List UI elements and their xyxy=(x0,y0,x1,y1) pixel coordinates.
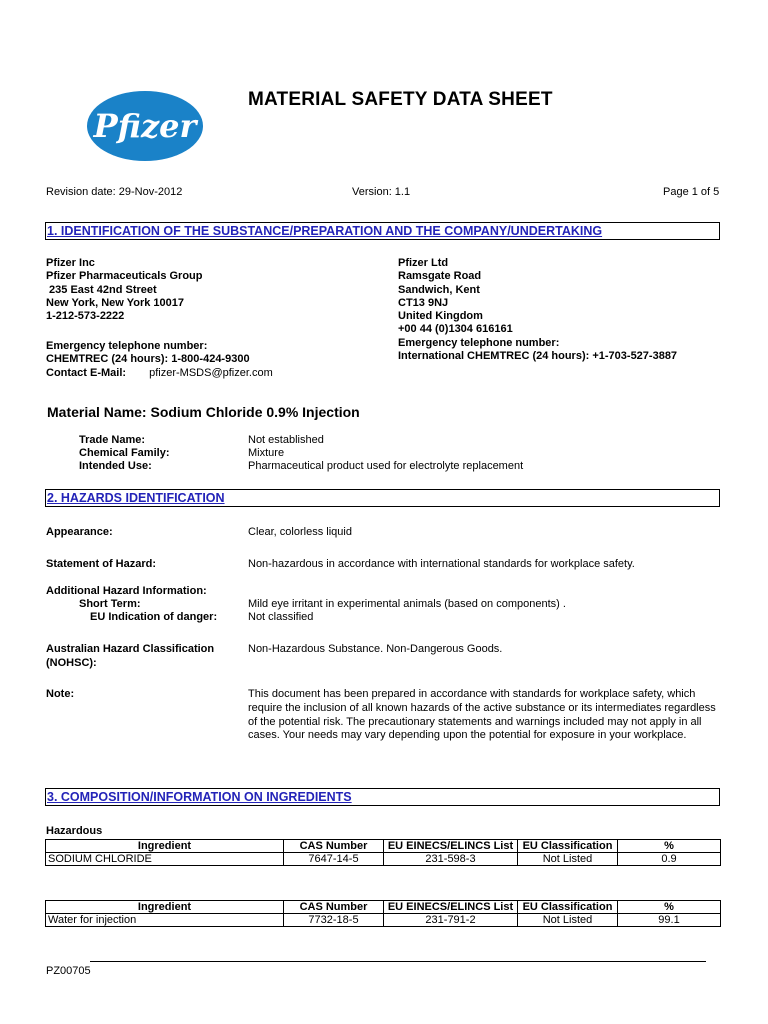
section-2-title: 2. HAZARDS IDENTIFICATION xyxy=(47,491,225,505)
column-header: EU Classification xyxy=(518,840,618,853)
table-cell: Not Listed xyxy=(518,853,618,866)
emergency-label: Emergency telephone number: xyxy=(46,340,208,352)
contact-email-label: Contact E-Mail: xyxy=(46,366,127,379)
column-header: EU EINECS/ELINCS List xyxy=(384,840,518,853)
column-header: CAS Number xyxy=(284,840,384,853)
address-line: Sandwich, Kent xyxy=(398,283,480,296)
table-cell: 7647-14-5 xyxy=(284,853,384,866)
intended-use-value: Pharmaceutical product used for electrolyte replacement xyxy=(248,460,524,472)
contact-email-row xyxy=(46,367,273,380)
address-line: Pfizer Ltd xyxy=(398,257,449,269)
contact-email[interactable]: pfizer-MSDS@pfizer.com xyxy=(149,366,273,379)
table-header-row xyxy=(46,840,721,853)
table-cell: 99.1 xyxy=(618,914,721,927)
intended-use-label: Intended Use: xyxy=(79,460,152,472)
trade-name-value: Not established xyxy=(248,434,324,446)
short-term-value: Mild eye irritant in experimental animals (based on components) . xyxy=(248,598,566,610)
table-cell: 231-598-3 xyxy=(384,853,518,866)
svg-text:Pfizer: Pfizer xyxy=(93,107,197,145)
column-header: EU EINECS/ELINCS List xyxy=(384,901,518,914)
address-line: Ramsgate Road xyxy=(398,270,482,283)
column-header: Ingredient xyxy=(46,901,284,914)
table-row xyxy=(46,914,721,927)
eu-indication-value: Not classified xyxy=(248,611,314,623)
table-cell: Not Listed xyxy=(518,914,618,927)
emergency-contact-us xyxy=(46,340,273,380)
trade-name-label: Trade Name: xyxy=(79,434,146,446)
address-line: United Kingdom xyxy=(398,310,483,323)
revision-date: Revision date: 29-Nov-2012 xyxy=(46,186,183,198)
table-row xyxy=(46,853,721,866)
statement-of-hazard-value: Non-hazardous in accordance with international standards for workplace safety. xyxy=(248,558,635,570)
other-ingredients-table xyxy=(45,900,721,927)
address-line: 235 East 42nd Street xyxy=(46,283,157,296)
column-header: EU Classification xyxy=(518,901,618,914)
note-text: This document has been prepared in accordance with standards for workplace safety, which require the inclusion of all known hazards of the active substance or its intermediates regardless of the potential risk. The precautionary statements and warnings included may not apply in all cases. Your needs may vary depending upon the potential for exposure in your workplace. xyxy=(248,688,716,742)
company-address-us xyxy=(46,257,203,323)
address-line: Pfizer Pharmaceuticals Group xyxy=(46,270,203,283)
address-line: Pfizer Inc xyxy=(46,257,95,269)
address-line: +00 44 (0)1304 616161 xyxy=(398,323,513,336)
company-address-uk xyxy=(398,257,677,363)
table-header-row xyxy=(46,901,721,914)
page-number: Page 1 of 5 xyxy=(663,186,720,198)
address-line: CT13 9NJ xyxy=(398,296,449,309)
hazardous-ingredients-table xyxy=(45,839,721,866)
column-header: % xyxy=(618,840,721,853)
australian-classification-label-2: (NOHSC): xyxy=(46,657,97,669)
appearance-value: Clear, colorless liquid xyxy=(248,526,352,538)
australian-classification-value: Non-Hazardous Substance. Non-Dangerous Goods. xyxy=(248,643,503,655)
additional-hazard-label: Additional Hazard Information: xyxy=(46,585,207,597)
emergency-number: CHEMTREC (24 hours): 1-800-424-9300 xyxy=(46,353,250,366)
column-header: % xyxy=(618,901,721,914)
material-name: Material Name: Sodium Chloride 0.9% Injection xyxy=(47,404,360,420)
document-title: MATERIAL SAFETY DATA SHEET xyxy=(248,89,553,110)
footer-divider xyxy=(90,961,706,962)
section-1-header xyxy=(45,222,720,240)
address-line: 1-212-573-2222 xyxy=(46,310,125,323)
emergency-number: International CHEMTREC (24 hours): +1-703-527-3887 xyxy=(398,350,678,363)
chemical-family-label: Chemical Family: xyxy=(79,447,170,459)
short-term-label: Short Term: xyxy=(79,598,141,610)
emergency-label: Emergency telephone number: xyxy=(398,336,560,349)
column-header: CAS Number xyxy=(284,901,384,914)
column-header: Ingredient xyxy=(46,840,284,853)
section-3-title: 3. COMPOSITION/INFORMATION ON INGREDIENTS xyxy=(47,790,352,804)
statement-of-hazard-label: Statement of Hazard: xyxy=(46,558,157,570)
chemical-family-value: Mixture xyxy=(248,447,285,459)
pfizer-logo xyxy=(86,90,204,162)
note-label: Note: xyxy=(46,688,75,700)
hazardous-label: Hazardous xyxy=(46,825,103,837)
table-cell: 231-791-2 xyxy=(384,914,518,927)
section-3-header xyxy=(45,788,720,806)
section-2-header xyxy=(45,489,720,507)
version: Version: 1.1 xyxy=(352,186,411,198)
table-cell: Water for injection xyxy=(46,914,284,927)
section-1-title: 1. IDENTIFICATION OF THE SUBSTANCE/PREPARATION AND THE COMPANY/UNDERTAKING xyxy=(47,224,603,238)
address-line: New York, New York 10017 xyxy=(46,296,184,309)
document-code: PZ00705 xyxy=(46,965,91,977)
appearance-label: Appearance: xyxy=(46,526,113,538)
table-cell: 0.9 xyxy=(618,853,721,866)
table-cell: 7732-18-5 xyxy=(284,914,384,927)
eu-indication-label: EU Indication of danger: xyxy=(90,611,218,623)
australian-classification-label: Australian Hazard Classification xyxy=(46,643,215,655)
table-cell: SODIUM CHLORIDE xyxy=(46,853,284,866)
